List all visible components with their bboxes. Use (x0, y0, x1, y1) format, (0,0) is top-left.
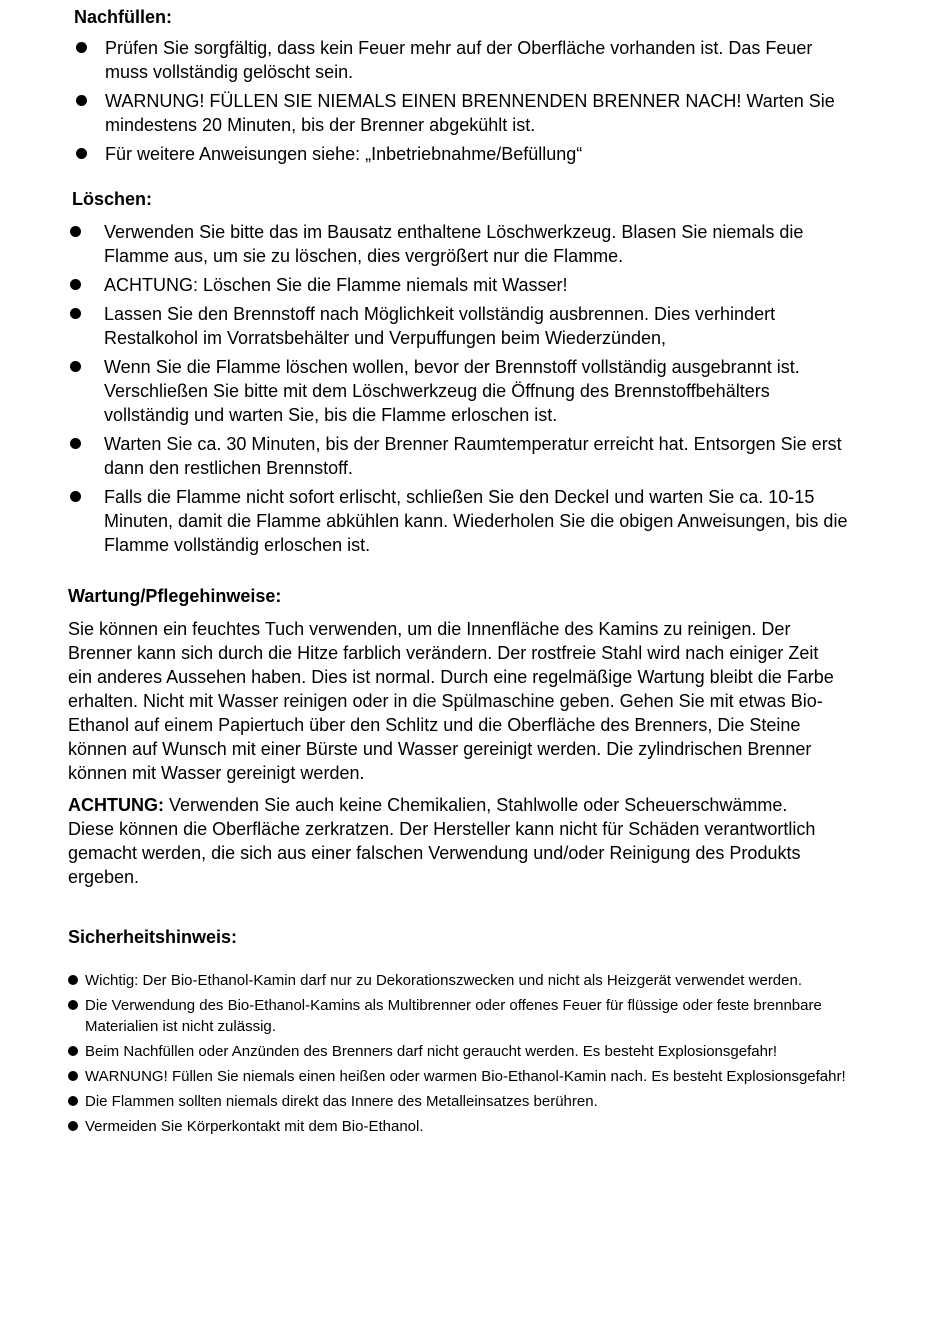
bullet-icon (70, 361, 81, 372)
maintenance-section (68, 585, 838, 889)
list-item: Wichtig: Der Bio-Ethanol-Kamin darf nur zu Dekorationszwecken und nicht als Heizgerät verwendet werden. (85, 970, 855, 991)
list-item: Für weitere Anweisungen siehe: „Inbetriebnahme/Befüllung“ (105, 142, 845, 166)
list-item: Wenn Sie die Flamme löschen wollen, bevor der Brennstoff vollständig ausgebrannt ist. Verschließen Sie bitte mit dem Löschwerkzeug die Öffnung des Brennstoffbehälters vollständig und warten Sie, bis die Flamme erloschen ist. (104, 355, 852, 427)
bullet-icon (76, 42, 87, 53)
bullet-icon (68, 975, 78, 985)
bullet-icon (68, 1000, 78, 1010)
bullet-icon (70, 438, 81, 449)
list-item: Verwenden Sie bitte das im Bausatz enthaltene Löschwerkzeug. Blasen Sie niemals die Flamme aus, um sie zu löschen, dies vergrößert nur die Flamme. (104, 220, 852, 268)
bullet-icon (68, 1121, 78, 1131)
extinguish-section (0, 188, 950, 562)
caution-text: Verwenden Sie auch keine Chemikalien, Stahlwolle oder Scheuerschwämme. Diese können die Oberfläche zerkratzen. Der Hersteller kann nicht für Schäden verantwortlich gemacht werden, die sich aus einer falschen Verwendung und/oder Reinigung des Produkts ergeben. (68, 795, 816, 887)
list-item: Falls die Flamme nicht sofort erlischt, schließen Sie den Deckel und warten Sie ca. 10-15 Minuten, damit die Flamme abkühlen kann. Wiederholen Sie die obigen Anweisungen, bis die Flamme vollständig erloschen ist. (104, 485, 852, 557)
refill-heading: Nachfüllen: (74, 7, 173, 27)
safety-section (0, 926, 950, 1141)
extinguish-heading: Löschen: (72, 189, 153, 209)
bullet-icon (68, 1096, 78, 1106)
maintenance-heading: Wartung/Pflegehinweise: (68, 586, 282, 606)
list-item: Die Flammen sollten niemals direkt das Innere des Metalleinsatzes berühren. (85, 1091, 855, 1112)
list-item: Die Verwendung des Bio-Ethanol-Kamins als Multibrenner oder offenes Feuer für flüssige oder feste brennbare Materialien ist nicht zulässig. (85, 995, 855, 1037)
bullet-icon (68, 1071, 78, 1081)
list-item: Lassen Sie den Brennstoff nach Möglichkeit vollständig ausbrennen. Dies verhindert Restalkohol im Vorratsbehälter und Verpuffungen beim Wiederzünden, (104, 302, 852, 350)
bullet-icon (70, 279, 81, 290)
list-item: ACHTUNG: Löschen Sie die Flamme niemals mit Wasser! (104, 273, 852, 297)
list-item: WARNUNG! FÜLLEN SIE NIEMALS EINEN BRENNENDEN BRENNER NACH! Warten Sie mindestens 20 Minuten, bis der Brenner abgekühlt ist. (105, 89, 845, 137)
bullet-icon (70, 226, 81, 237)
list-item: WARNUNG! Füllen Sie niemals einen heißen oder warmen Bio-Ethanol-Kamin nach. Es besteht Explosionsgefahr! (85, 1066, 855, 1087)
list-item: Vermeiden Sie Körperkontakt mit dem Bio-Ethanol. (85, 1116, 855, 1137)
list-item: Warten Sie ca. 30 Minuten, bis der Brenner Raumtemperatur erreicht hat. Entsorgen Sie erst dann den restlichen Brennstoff. (104, 432, 852, 480)
bullet-icon (76, 95, 87, 106)
bullet-icon (68, 1046, 78, 1056)
bullet-icon (70, 491, 81, 502)
bullet-icon (76, 148, 87, 159)
refill-list (105, 36, 845, 166)
caution-paragraph (68, 793, 838, 889)
bullet-icon (70, 308, 81, 319)
extinguish-list (104, 220, 852, 557)
maintenance-paragraph: Sie können ein feuchtes Tuch verwenden, um die Innenfläche des Kamins zu reinigen. Der Brenner kann sich durch die Hitze farblich verändern. Der rostfreie Stahl wird nach einiger Zeit ein anderes Aussehen haben. Dies ist normal. Durch eine regelmäßige Wartung bleibt die Farbe erhalten. Nicht mit Wasser reinigen oder in die Spülmaschine geben. Gehen Sie mit etwas Bio-Ethanol auf einem Papiertuch über den Schlitz und die Oberfläche des Brenners, Die Steine können auf Wunsch mit einer Bürste und Wasser gereinigt werden. Die zylindrischen Brenner können mit Wasser gereinigt werden. (68, 619, 834, 783)
list-item: Beim Nachfüllen oder Anzünden des Brenners darf nicht geraucht werden. Es besteht Explosionsgefahr! (85, 1041, 855, 1062)
refill-section (0, 6, 950, 171)
safety-heading: Sicherheitshinweis: (68, 927, 238, 947)
list-item: Prüfen Sie sorgfältig, dass kein Feuer mehr auf der Oberfläche vorhanden ist. Das Feuer muss vollständig gelöscht sein. (105, 36, 845, 84)
safety-list (85, 970, 855, 1137)
caution-label: ACHTUNG: (68, 795, 164, 815)
